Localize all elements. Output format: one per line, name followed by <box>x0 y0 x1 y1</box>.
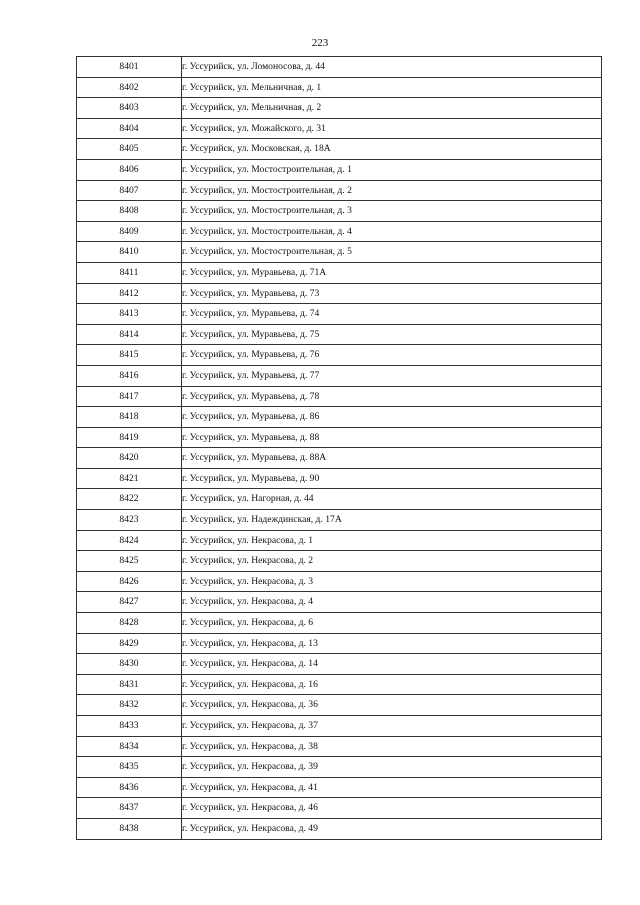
address-cell: г. Уссурийск, ул. Мельничная, д. 2 <box>182 98 602 119</box>
row-number-cell: 8422 <box>77 489 182 510</box>
table-row <box>77 798 602 819</box>
table-row <box>77 304 602 325</box>
address-cell: г. Уссурийск, ул. Некрасова, д. 3 <box>182 571 602 592</box>
table-row <box>77 571 602 592</box>
row-number-cell: 8401 <box>77 57 182 78</box>
address-cell: г. Уссурийск, ул. Муравьева, д. 88А <box>182 448 602 469</box>
address-cell: г. Уссурийск, ул. Муравьева, д. 88 <box>182 427 602 448</box>
table-row <box>77 57 602 78</box>
table-row <box>77 98 602 119</box>
address-cell: г. Уссурийск, ул. Некрасова, д. 6 <box>182 613 602 634</box>
row-number-cell: 8410 <box>77 242 182 263</box>
page-number: 223 <box>311 37 329 49</box>
row-number-cell: 8403 <box>77 98 182 119</box>
address-cell: г. Уссурийск, ул. Московская, д. 18А <box>182 139 602 160</box>
address-cell: г. Уссурийск, ул. Некрасова, д. 38 <box>182 736 602 757</box>
address-cell: г. Уссурийск, ул. Некрасова, д. 4 <box>182 592 602 613</box>
row-number-cell: 8409 <box>77 221 182 242</box>
row-number-cell: 8418 <box>77 407 182 428</box>
table-row <box>77 777 602 798</box>
address-cell: г. Уссурийск, ул. Некрасова, д. 46 <box>182 798 602 819</box>
address-cell: г. Уссурийск, ул. Некрасова, д. 2 <box>182 551 602 572</box>
row-number-cell: 8408 <box>77 201 182 222</box>
table-row <box>77 633 602 654</box>
table-row <box>77 345 602 366</box>
row-number-cell: 8435 <box>77 757 182 778</box>
table-row <box>77 283 602 304</box>
row-number-cell: 8423 <box>77 510 182 531</box>
address-cell: г. Уссурийск, ул. Муравьева, д. 71А <box>182 262 602 283</box>
row-number-cell: 8421 <box>77 468 182 489</box>
row-number-cell: 8433 <box>77 716 182 737</box>
row-number-cell: 8438 <box>77 818 182 839</box>
address-cell: г. Уссурийск, ул. Муравьева, д. 75 <box>182 324 602 345</box>
table-row <box>77 365 602 386</box>
table-row <box>77 613 602 634</box>
address-cell: г. Уссурийск, ул. Ломоносова, д. 44 <box>182 57 602 78</box>
address-cell: г. Уссурийск, ул. Мельничная, д. 1 <box>182 77 602 98</box>
address-cell: г. Уссурийск, ул. Мостостроительная, д. 5 <box>182 242 602 263</box>
table-row <box>77 77 602 98</box>
table-row <box>77 448 602 469</box>
row-number-cell: 8405 <box>77 139 182 160</box>
table-row <box>77 180 602 201</box>
table-row <box>77 262 602 283</box>
row-number-cell: 8434 <box>77 736 182 757</box>
row-number-cell: 8402 <box>77 77 182 98</box>
table-row <box>77 489 602 510</box>
address-cell: г. Уссурийск, ул. Муравьева, д. 90 <box>182 468 602 489</box>
table-row <box>77 551 602 572</box>
row-number-cell: 8415 <box>77 345 182 366</box>
address-cell: г. Уссурийск, ул. Муравьева, д. 74 <box>182 304 602 325</box>
table-row <box>77 757 602 778</box>
row-number-cell: 8432 <box>77 695 182 716</box>
table-row <box>77 242 602 263</box>
address-cell: г. Уссурийск, ул. Мостостроительная, д. 4 <box>182 221 602 242</box>
table-row <box>77 818 602 839</box>
row-number-cell: 8419 <box>77 427 182 448</box>
address-cell: г. Уссурийск, ул. Муравьева, д. 76 <box>182 345 602 366</box>
address-cell: г. Уссурийск, ул. Мостостроительная, д. 2 <box>182 180 602 201</box>
row-number-cell: 8424 <box>77 530 182 551</box>
row-number-cell: 8411 <box>77 262 182 283</box>
address-cell: г. Уссурийск, ул. Надеждинская, д. 17А <box>182 510 602 531</box>
address-cell: г. Уссурийск, ул. Некрасова, д. 37 <box>182 716 602 737</box>
row-number-cell: 8427 <box>77 592 182 613</box>
row-number-cell: 8436 <box>77 777 182 798</box>
address-cell: г. Уссурийск, ул. Некрасова, д. 13 <box>182 633 602 654</box>
table-row <box>77 407 602 428</box>
row-number-cell: 8416 <box>77 365 182 386</box>
address-cell: г. Уссурийск, ул. Муравьева, д. 86 <box>182 407 602 428</box>
table-row <box>77 530 602 551</box>
address-cell: г. Уссурийск, ул. Муравьева, д. 73 <box>182 283 602 304</box>
address-cell: г. Уссурийск, ул. Некрасова, д. 49 <box>182 818 602 839</box>
table-row <box>77 386 602 407</box>
table-row <box>77 695 602 716</box>
row-number-cell: 8420 <box>77 448 182 469</box>
address-cell: г. Уссурийск, ул. Некрасова, д. 36 <box>182 695 602 716</box>
table-row <box>77 221 602 242</box>
row-number-cell: 8428 <box>77 613 182 634</box>
row-number-cell: 8414 <box>77 324 182 345</box>
address-cell: г. Уссурийск, ул. Нагорная, д. 44 <box>182 489 602 510</box>
table-row <box>77 510 602 531</box>
address-cell: г. Уссурийск, ул. Некрасова, д. 14 <box>182 654 602 675</box>
address-cell: г. Уссурийск, ул. Некрасова, д. 16 <box>182 674 602 695</box>
row-number-cell: 8406 <box>77 159 182 180</box>
row-number-cell: 8430 <box>77 654 182 675</box>
address-cell: г. Уссурийск, ул. Можайского, д. 31 <box>182 118 602 139</box>
address-cell: г. Уссурийск, ул. Некрасова, д. 39 <box>182 757 602 778</box>
row-number-cell: 8413 <box>77 304 182 325</box>
address-cell: г. Уссурийск, ул. Муравьева, д. 78 <box>182 386 602 407</box>
address-table-body <box>77 57 602 840</box>
row-number-cell: 8407 <box>77 180 182 201</box>
table-row <box>77 736 602 757</box>
address-cell: г. Уссурийск, ул. Некрасова, д. 41 <box>182 777 602 798</box>
address-table <box>76 56 602 840</box>
table-row <box>77 468 602 489</box>
row-number-cell: 8437 <box>77 798 182 819</box>
address-cell: г. Уссурийск, ул. Мостостроительная, д. 1 <box>182 159 602 180</box>
table-row <box>77 324 602 345</box>
row-number-cell: 8429 <box>77 633 182 654</box>
table-row <box>77 654 602 675</box>
table-row <box>77 716 602 737</box>
table-row <box>77 139 602 160</box>
address-cell: г. Уссурийск, ул. Мостостроительная, д. 3 <box>182 201 602 222</box>
row-number-cell: 8404 <box>77 118 182 139</box>
address-cell: г. Уссурийск, ул. Муравьева, д. 77 <box>182 365 602 386</box>
row-number-cell: 8417 <box>77 386 182 407</box>
table-row <box>77 118 602 139</box>
address-cell: г. Уссурийск, ул. Некрасова, д. 1 <box>182 530 602 551</box>
table-row <box>77 674 602 695</box>
row-number-cell: 8425 <box>77 551 182 572</box>
row-number-cell: 8426 <box>77 571 182 592</box>
table-row <box>77 427 602 448</box>
row-number-cell: 8431 <box>77 674 182 695</box>
row-number-cell: 8412 <box>77 283 182 304</box>
table-row <box>77 201 602 222</box>
table-row <box>77 159 602 180</box>
table-row <box>77 592 602 613</box>
